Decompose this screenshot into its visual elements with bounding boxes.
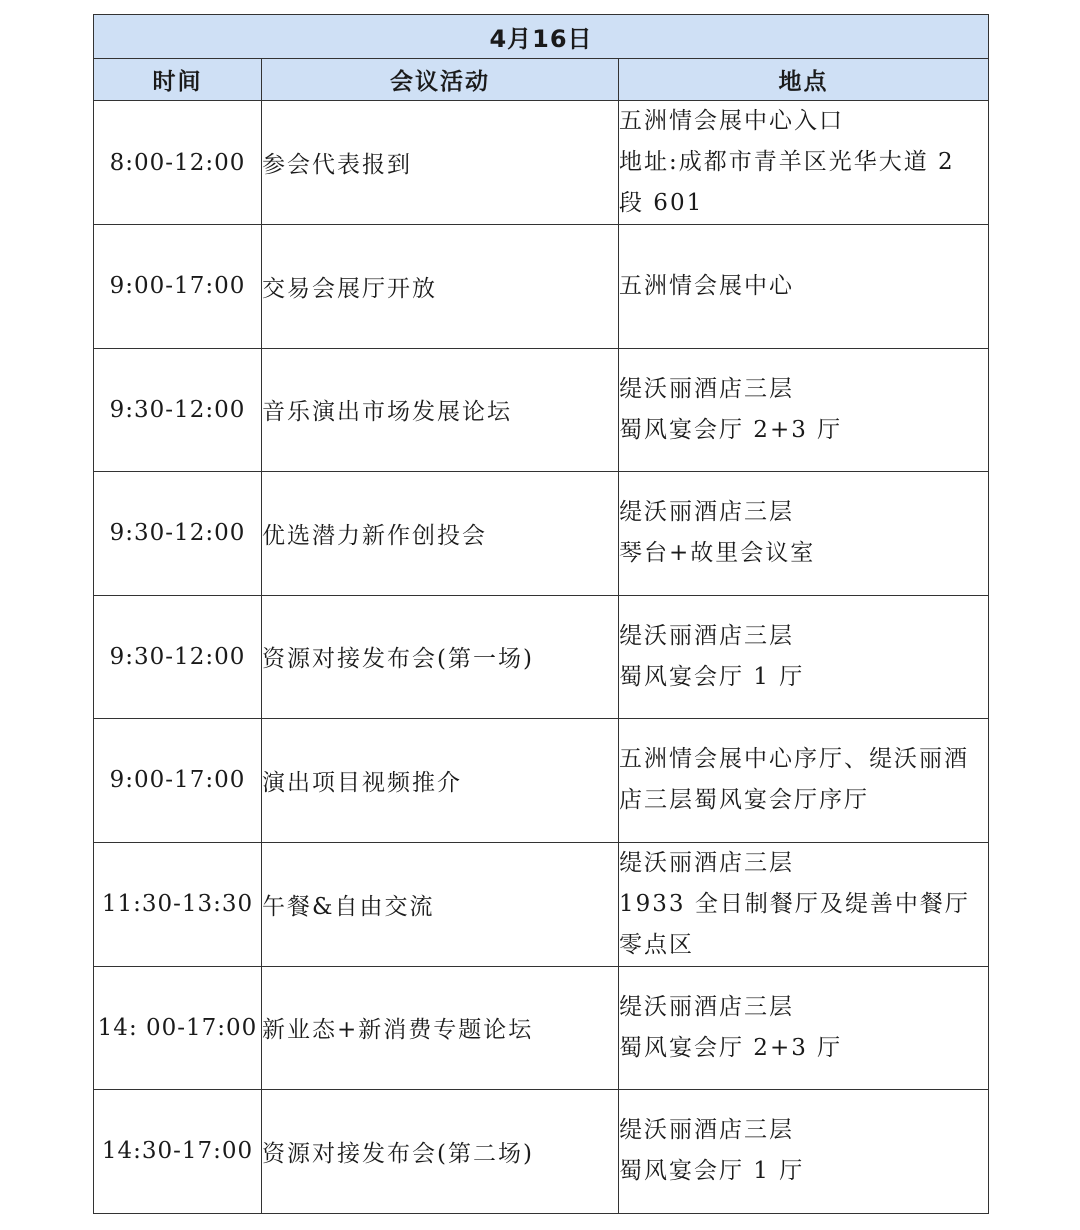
location-line: 缇沃丽酒店三层 — [619, 622, 794, 649]
location-line: 蜀风宴会厅 2+3 厅 — [619, 1034, 843, 1061]
time-cell: 9:00-17:00 — [94, 719, 262, 843]
schedule-row — [94, 348, 989, 472]
activity-cell: 演出项目视频推介 — [262, 719, 619, 843]
activity-cell: 资源对接发布会(第一场) — [262, 595, 619, 719]
location-line: 五洲情会展中心入口 — [619, 108, 844, 134]
location-line: 蜀风宴会厅 1 厅 — [619, 1158, 805, 1185]
location-cell — [619, 472, 989, 596]
activity-cell: 优选潜力新作创投会 — [262, 472, 619, 596]
time-cell: 9:30-12:00 — [94, 348, 262, 472]
schedule-row — [94, 225, 989, 349]
activity-cell: 交易会展厅开放 — [262, 225, 619, 349]
location-line: 段 601 — [619, 190, 704, 216]
schedule-row — [94, 719, 989, 843]
activity-cell: 午餐&自由交流 — [262, 842, 619, 966]
time-cell: 9:00-17:00 — [94, 225, 262, 349]
location-line: 五洲情会展中心序厅、缇沃丽酒 — [619, 746, 969, 773]
column-header-activity: 会议活动 — [262, 59, 619, 101]
time-cell: 8:00-12:00 — [94, 101, 262, 225]
activity-cell: 参会代表报到 — [262, 101, 619, 225]
schedule-row — [94, 101, 989, 225]
location-cell — [619, 595, 989, 719]
location-line: 琴台+故里会议室 — [619, 540, 816, 567]
time-cell: 11:30-13:30 — [94, 842, 262, 966]
time-cell: 14:30-17:00 — [94, 1090, 262, 1214]
location-line: 蜀风宴会厅 2+3 厅 — [619, 416, 843, 443]
time-cell: 9:30-12:00 — [94, 472, 262, 596]
activity-cell: 音乐演出市场发展论坛 — [262, 348, 619, 472]
activity-cell: 资源对接发布会(第二场) — [262, 1090, 619, 1214]
date-title: 4月16日 — [94, 15, 989, 59]
location-line: 缇沃丽酒店三层 — [619, 849, 794, 876]
schedule-body — [94, 101, 989, 1214]
location-line: 零点区 — [619, 931, 694, 958]
location-cell — [619, 348, 989, 472]
schedule-row — [94, 1090, 989, 1214]
column-header-location: 地点 — [619, 59, 989, 101]
location-line: 店三层蜀风宴会厅序厅 — [619, 787, 869, 814]
location-cell — [619, 719, 989, 843]
schedule-table — [93, 14, 989, 1214]
location-line: 1933 全日制餐厅及缇善中餐厅 — [619, 890, 970, 917]
time-cell: 9:30-12:00 — [94, 595, 262, 719]
location-line: 五洲情会展中心 — [619, 272, 794, 299]
location-cell — [619, 101, 989, 225]
time-cell: 14: 00-17:00 — [94, 966, 262, 1090]
location-cell — [619, 842, 989, 966]
column-header-time: 时间 — [94, 59, 262, 101]
location-line: 地址:成都市青羊区光华大道 2 — [619, 149, 955, 175]
location-cell — [619, 225, 989, 349]
schedule-row — [94, 842, 989, 966]
location-line: 蜀风宴会厅 1 厅 — [619, 663, 805, 690]
date-header-row — [94, 15, 989, 59]
schedule-row — [94, 595, 989, 719]
schedule-row — [94, 472, 989, 596]
location-cell — [619, 966, 989, 1090]
activity-cell: 新业态+新消费专题论坛 — [262, 966, 619, 1090]
column-header-row — [94, 59, 989, 101]
location-line: 缇沃丽酒店三层 — [619, 1117, 794, 1144]
location-line: 缇沃丽酒店三层 — [619, 993, 794, 1020]
location-line: 缇沃丽酒店三层 — [619, 499, 794, 526]
location-line: 缇沃丽酒店三层 — [619, 375, 794, 402]
schedule-row — [94, 966, 989, 1090]
location-cell — [619, 1090, 989, 1214]
